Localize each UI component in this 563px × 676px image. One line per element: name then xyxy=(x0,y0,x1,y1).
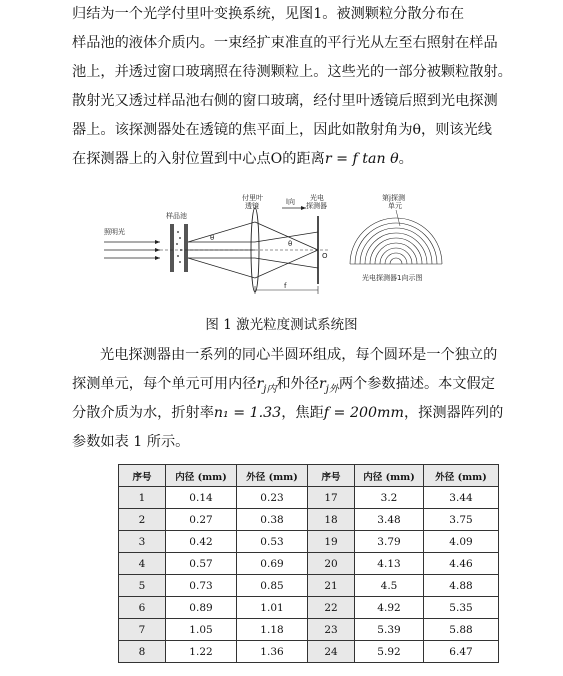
theta-label: θ xyxy=(210,234,215,242)
text-fragment: 在探测器上的入射位置到中心点O的距离 xyxy=(72,151,325,167)
ring-unit-label: 第j探测单元 xyxy=(382,194,405,210)
table-cell: 4.46 xyxy=(424,553,499,575)
table-cell: 4.88 xyxy=(424,575,499,597)
fourier-lens-label: 付里叶透镜 xyxy=(242,194,263,210)
table-cell: 1.01 xyxy=(237,597,308,619)
header-cell: 外径 (mm) xyxy=(237,465,308,487)
text-fragment: 探测单元，每个单元可用内径 xyxy=(72,376,257,392)
direction-label: l向 xyxy=(286,198,295,206)
table-cell: 1.36 xyxy=(237,641,308,663)
table-cell: 5.88 xyxy=(424,619,499,641)
ray xyxy=(255,258,318,268)
text-fragment: 两个参数描述。本文假定 xyxy=(338,376,495,392)
table-cell: 0.38 xyxy=(237,509,308,531)
table-cell: 3.48 xyxy=(355,509,424,531)
table-cell: 17 xyxy=(308,487,355,509)
theta-label: θ xyxy=(288,240,293,248)
table-cell: 0.89 xyxy=(166,597,237,619)
subscript-inner: j内 xyxy=(263,383,277,395)
table-cell: 0.57 xyxy=(166,553,237,575)
table-cell: 0.42 xyxy=(166,531,237,553)
system-diagram xyxy=(100,192,460,302)
table-cell: 3.75 xyxy=(424,509,499,531)
table-row xyxy=(119,575,499,597)
table-cell: 0.27 xyxy=(166,509,237,531)
detector-rings xyxy=(350,218,442,264)
table-cell: 5 xyxy=(119,575,166,597)
table-header-row xyxy=(119,465,499,487)
table-row xyxy=(119,531,499,553)
table-cell: 4.5 xyxy=(355,575,424,597)
text-fragment: 。 xyxy=(398,151,413,167)
header-cell: 内径 (mm) xyxy=(355,465,424,487)
table-cell: 19 xyxy=(308,531,355,553)
intro-paragraph xyxy=(72,0,512,174)
table-cell: 2 xyxy=(119,509,166,531)
table-cell: 0.53 xyxy=(237,531,308,553)
formula-r-outer xyxy=(318,376,339,395)
text-line: 器上。该探测器处在透镜的焦平面上，因此如散射角为θ，则该光线 xyxy=(72,122,492,138)
table-cell: 0.69 xyxy=(237,553,308,575)
formula-r-ftan: r = f tan θ xyxy=(324,151,399,167)
text-fragment: 和外径 xyxy=(276,376,319,392)
table-cell: 4.09 xyxy=(424,531,499,553)
text-line xyxy=(72,399,504,428)
table-cell: 6 xyxy=(119,597,166,619)
variable-r: r xyxy=(256,376,264,392)
table-row xyxy=(119,487,499,509)
table-cell: 5.35 xyxy=(424,597,499,619)
table-cell: 1.18 xyxy=(237,619,308,641)
table-cell: 4.13 xyxy=(355,553,424,575)
cell-window xyxy=(170,224,174,272)
table-row xyxy=(119,553,499,575)
table-cell: 8 xyxy=(119,641,166,663)
text-fragment: 光电探测器由一系列的同心半圆环组成，每个圆环是一个独立的 xyxy=(100,347,498,363)
photodetector-label: 光电探测器 xyxy=(306,194,327,210)
table-cell: 0.85 xyxy=(237,575,308,597)
table-cell: 7 xyxy=(119,619,166,641)
subscript-outer: j外 xyxy=(325,383,339,395)
text-line: 参数如表 1 所示。 xyxy=(72,434,190,450)
table-cell: 1 xyxy=(119,487,166,509)
second-paragraph xyxy=(72,341,504,457)
header-cell: 外径 (mm) xyxy=(424,465,499,487)
arrow-head-icon xyxy=(155,256,160,260)
table-cell: 0.23 xyxy=(237,487,308,509)
table-cell: 0.73 xyxy=(166,575,237,597)
table-row xyxy=(119,641,499,663)
text-line: 归结为一个光学付里叶变换系统，见图1。被测颗粒分散分布在 xyxy=(72,6,465,22)
ray xyxy=(255,222,318,250)
detector-view-caption: 光电探测器1向示图 xyxy=(362,274,423,282)
arrow-head-icon xyxy=(155,248,160,252)
illumination-label: 照明光 xyxy=(104,228,125,236)
table-cell: 22 xyxy=(308,597,355,619)
table-cell: 1.22 xyxy=(166,641,237,663)
table-cell: 5.92 xyxy=(355,641,424,663)
ray xyxy=(188,222,255,242)
table-cell: 3 xyxy=(119,531,166,553)
cell-window xyxy=(184,224,188,272)
table-cell: 3.2 xyxy=(355,487,424,509)
text-line xyxy=(72,370,495,399)
formula-refractive-index: n₁ = 1.33 xyxy=(213,405,282,421)
table-cell: 18 xyxy=(308,509,355,531)
table-cell: 21 xyxy=(308,575,355,597)
detector-parameter-table xyxy=(118,464,499,663)
text-line xyxy=(72,341,498,370)
header-cell: 序号 xyxy=(308,465,355,487)
text-fragment: 分散介质为水，折射率 xyxy=(72,405,214,421)
text-line: 样品池的液体介质内。一束经扩束准直的平行光从左至右照射在样品 xyxy=(72,35,498,51)
ray xyxy=(188,258,255,278)
formula-r-inner xyxy=(256,376,277,395)
ray xyxy=(255,232,318,242)
table-cell: 1.05 xyxy=(166,619,237,641)
header-cell: 内径 (mm) xyxy=(166,465,237,487)
table-cell: 6.47 xyxy=(424,641,499,663)
text-fragment: ，探测器阵列的 xyxy=(403,405,504,421)
table-cell: 5.39 xyxy=(355,619,424,641)
figure-caption: 图 1 激光粒度测试系统图 xyxy=(205,317,358,333)
table-body xyxy=(119,487,499,663)
variable-r: r xyxy=(318,376,326,392)
table-cell: 3.44 xyxy=(424,487,499,509)
focal-label: f xyxy=(284,282,287,290)
table-row xyxy=(119,597,499,619)
text-line: 池上，并透过窗口玻璃照在待测颗粒上。这些光的一部分被颗粒散射。 xyxy=(72,64,512,80)
arrow-head-icon xyxy=(155,240,160,244)
formula-focal-length: f = 200mm xyxy=(323,405,404,421)
table-cell: 24 xyxy=(308,641,355,663)
particles xyxy=(176,231,182,263)
header-cell: 序号 xyxy=(119,465,166,487)
table-cell: 4 xyxy=(119,553,166,575)
sample-cell-label: 样品池 xyxy=(166,212,187,220)
table-cell: 4.92 xyxy=(355,597,424,619)
table-cell: 20 xyxy=(308,553,355,575)
text-fragment: ，焦距 xyxy=(281,405,324,421)
table-row xyxy=(119,619,499,641)
text-line xyxy=(72,145,492,174)
origin-label: O xyxy=(322,252,328,260)
table-row xyxy=(119,509,499,531)
ray xyxy=(255,250,318,278)
table-cell: 3.79 xyxy=(355,531,424,553)
table-cell: 0.14 xyxy=(166,487,237,509)
table-cell: 23 xyxy=(308,619,355,641)
text-line: 散射光又透过样品池右侧的窗口玻璃，经付里叶透镜后照到光电探测 xyxy=(72,93,498,109)
